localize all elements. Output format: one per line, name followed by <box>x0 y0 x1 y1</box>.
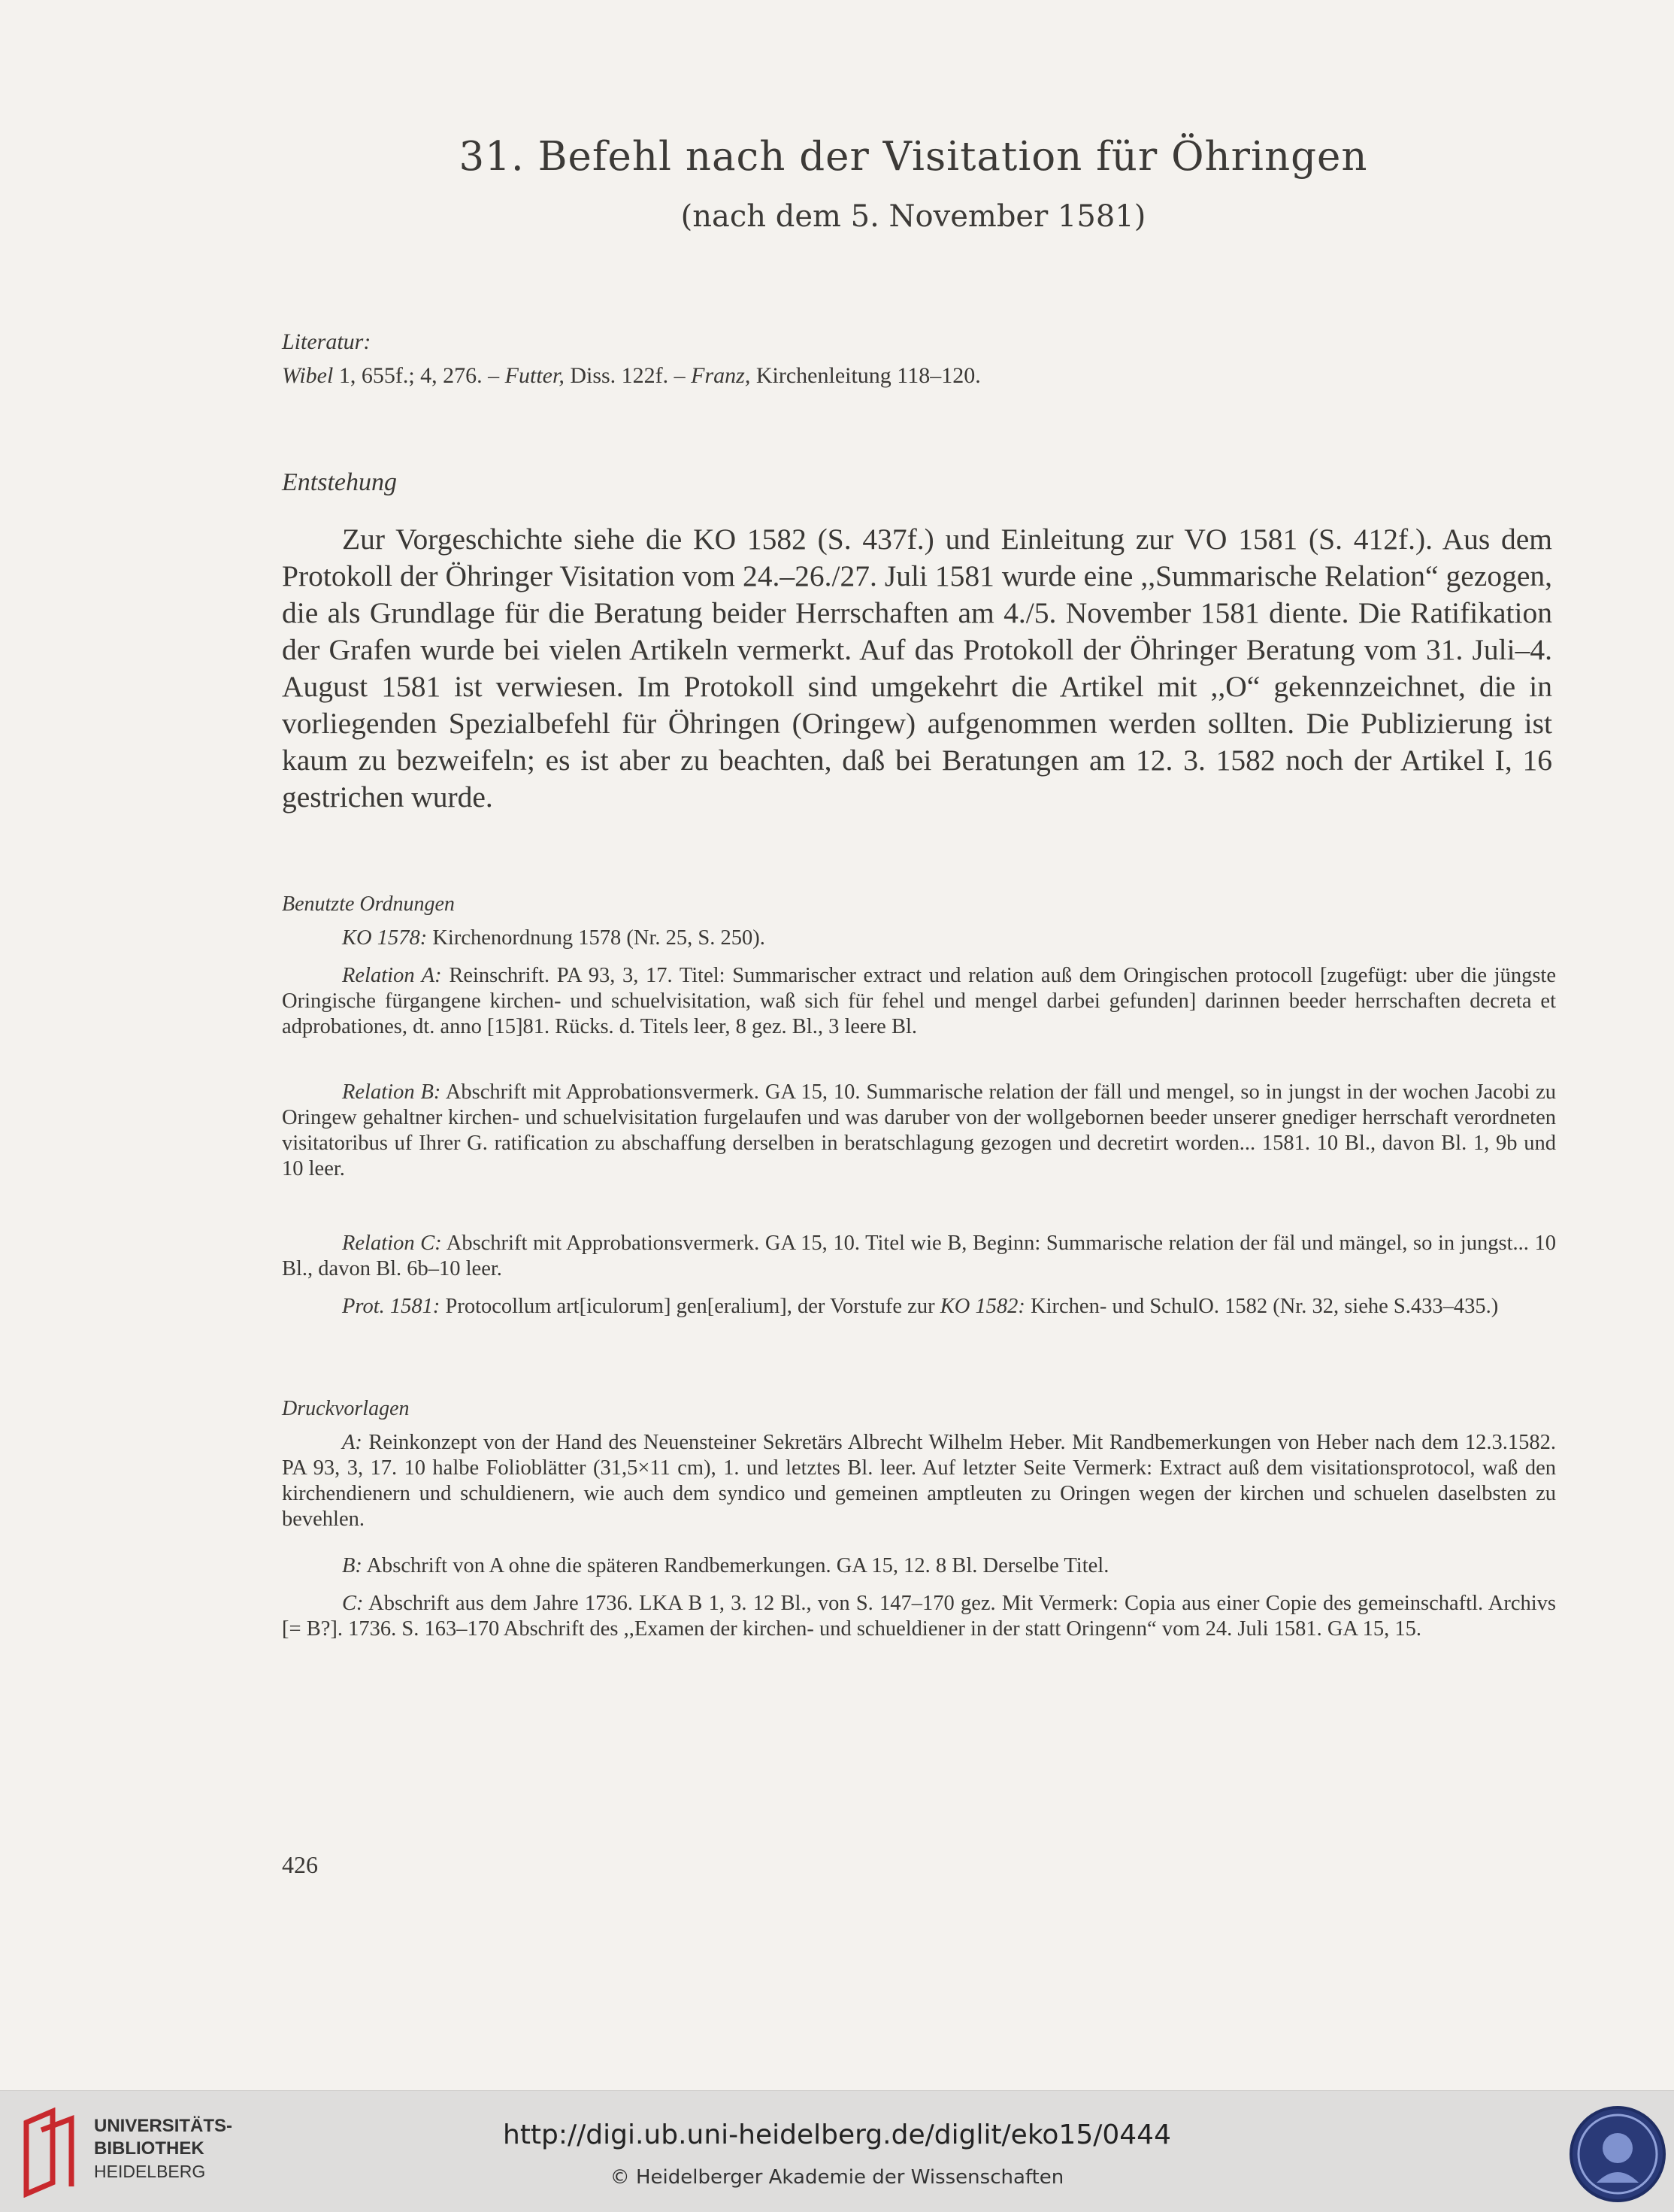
ordnung-label: Relation A: <box>342 964 442 987</box>
literatur-heading: Literatur: <box>282 329 371 354</box>
druckvorlage-text: Abschrift aus dem Jahre 1736. LKA B 1, 3. 12 Bl., von S. 147–170 gez. Mit Vermerk: Copia aus einer Copie des gemeinschaftl. Archivs [= B?]. 1736. S. 163–170 Abschrift des ,,Examen der kirchen- und schueldiener in der statt Oringenn“ vom 24. Juli 1581. GA 15, 15. <box>282 1592 1556 1641</box>
ordnung-entry <box>282 1080 1556 1182</box>
ref-wibel-text: 1, 655f.; 4, 276. – <box>333 363 505 388</box>
druckvorlage-label: A: <box>342 1431 362 1454</box>
page-title: 31. Befehl nach der Visitation für Öhringen <box>459 134 1368 180</box>
druckvorlage-text: Abschrift von A ohne die späteren Randbemerkungen. GA 15, 12. 8 Bl. Derselbe Titel. <box>362 1554 1109 1577</box>
druckvorlage-label: B: <box>342 1554 362 1577</box>
page-number: 426 <box>282 1851 318 1878</box>
ref-franz-text: Kirchenleitung 118–120. <box>750 363 981 388</box>
logo-line-1: UNIVERSITÄTS- <box>94 2116 233 2136</box>
ordnung-label: Relation C: <box>342 1232 442 1255</box>
ordnung-text: Protocollum art[iculorum] gen[eralium], der Vorstufe zur <box>440 1295 940 1318</box>
ordnung-label: KO 1578: <box>342 926 428 950</box>
ordnung-entry <box>282 963 1556 1040</box>
ordnung-text: Kirchenordnung 1578 (Nr. 25, S. 250). <box>427 926 765 950</box>
druckvorlage-text: Reinkonzept von der Hand des Neuensteiner Sekretärs Albrecht Wilhelm Heber. Mit Randbemerkungen von Heber nach dem 12.3.1582. PA 93, 3, 17. 10 halbe Folioblätter (31,5×11 cm), 1. und letztes Bl. leer. Auf letzter Seite Vermerk: Extract auß dem visitationsprotocol, waß den kirchendienern und schuldienern, wie auch dem syndico und gemeinen amptleuten zu Oringen wegen der kirchen und schuelen daselbsten zu bevehlen. <box>282 1431 1556 1531</box>
ref-franz: Franz, <box>691 363 751 388</box>
academy-seal-icon <box>1570 2106 1666 2202</box>
permalink-url[interactable]: http://digi.ub.uni-heidelberg.de/diglit/eko15/0444 <box>503 2120 1171 2150</box>
literatur-references <box>282 363 1556 389</box>
druckvorlage-entry <box>282 1430 1556 1532</box>
entstehung-heading: Entstehung <box>282 468 397 496</box>
ref-futter-text: Diss. 122f. – <box>564 363 692 388</box>
copyright-notice: © Heidelberger Akademie der Wissenschaften <box>610 2166 1064 2189</box>
druckvorlage-entry <box>282 1591 1556 1642</box>
druckvorlage-label: C: <box>342 1592 364 1615</box>
ordnung-entry <box>282 926 1556 951</box>
ordnung-entry <box>282 1231 1556 1282</box>
ordnung-label-2: KO 1582: <box>940 1295 1025 1318</box>
ordnung-label: Prot. 1581: <box>342 1295 440 1318</box>
entstehung-paragraph: Zur Vorgeschichte siehe die KO 1582 (S. 437f.) und Einleitung zur VO 1581 (S. 412f.). Aus dem Protokoll der Öhringer Visitation vom 24.–26./27. Juli 1581 wurde eine ,,Summarische Relation“ gezogen, die als Grundlage für die Beratung beider Herrschaften am 4./5. November 1581 diente. Die Ratifikation der Grafen wurde bei vielen Artikeln vermerkt. Auf das Protokoll der Öhringer Beratung vom 31. Juli–4. August 1581 ist verwiesen. Im Protokoll sind umgekehrt die Artikel mit ,,O“ gekennzeichnet, die in vorliegenden Spezialbefehl für Öhringen (Oringew) aufgenommen werden sollten. Die Publizierung ist kaum zu bezweifeln; es ist aber zu beachten, daß bei Beratungen am 12. 3. 1582 noch der Artikel I, 16 gestrichen wurde. <box>282 523 1552 814</box>
ref-futter: Futter, <box>504 363 565 388</box>
druckvorlage-entry <box>282 1553 1556 1579</box>
ordnungen-heading: Benutzte Ordnungen <box>282 892 455 916</box>
ordnung-text: Reinschrift. PA 93, 3, 17. Titel: Summarischer extract und relation auß dem Oringischen protocoll [zugefügt: uber die jüngste Oringische fürgangene kirchen- und schuelvisitation, waß sich für fehel und mengel darbei gefunden] darinnen beeder herrschaften decreta et adprobationes, dt. anno [15]81. Rücks. d. Titels leer, 8 gez. Bl., 3 leere Bl. <box>282 964 1557 1038</box>
ordnung-text-2: Kirchen- und SchulO. 1582 (Nr. 32, siehe S.433–435.) <box>1025 1295 1499 1318</box>
logo-line-3: HEIDELBERG <box>94 2162 206 2181</box>
druckvorlagen-heading: Druckvorlagen <box>282 1397 410 1420</box>
ref-wibel: Wibel <box>282 363 334 388</box>
logo-line-2: BIBLIOTHEK <box>94 2138 204 2159</box>
viewer-footer <box>0 2090 1674 2212</box>
ordnung-entry <box>282 1294 1556 1320</box>
ordnung-text: Abschrift mit Approbationsvermerk. GA 15, 10. Titel wie B, Beginn: Summarische relation der fäl und mängel, so in jungst... 10 Bl., davon Bl. 6b–10 leer. <box>282 1232 1556 1280</box>
page-subtitle: (nach dem 5. November 1581) <box>680 199 1146 234</box>
ordnung-label: Relation B: <box>342 1080 441 1104</box>
ordnung-text: Abschrift mit Approbationsvermerk. GA 15, 10. Summarische relation der fäll und mengel, so in jungst in der wochen Jacobi zu Oringew gehaltner kirchen- und schuelvisitation furgelaufen und was daruber von der wollgebornen beeder unserer gnediger herrschaft verordneten visitatoribus uf Ihrer G. ratification zu abschaffung derselben in beratschlagung gezogen und decretirt worden... 1581. 10 Bl., davon Bl. 1, 9b und 10 leer. <box>282 1080 1556 1180</box>
